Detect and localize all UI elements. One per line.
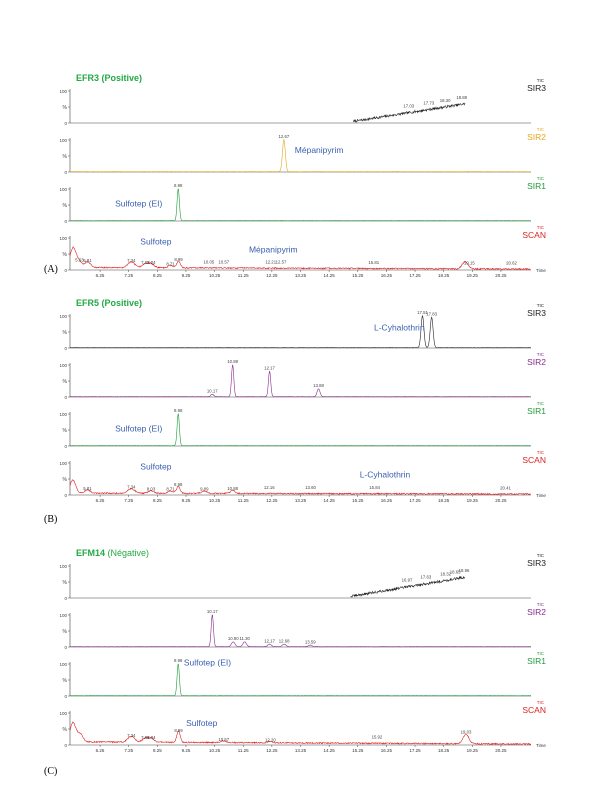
peak-label: 7.83 xyxy=(141,735,150,741)
x-tick-label: 14.25 xyxy=(323,498,335,503)
peak-label: 10.90 xyxy=(227,636,239,642)
peak-label: 15.81 xyxy=(368,259,380,265)
compound-annotation: Mépanipyrim xyxy=(248,244,298,255)
channel-label: SIR2 xyxy=(527,132,546,142)
trace-sir1 xyxy=(59,651,546,699)
x-tick-label: 7.25 xyxy=(124,748,134,753)
peak-label: 12.20 xyxy=(265,737,276,743)
x-tick-label: 7.25 xyxy=(124,273,134,278)
x-axis-label: Time xyxy=(536,743,546,748)
y-tick-label: 100 xyxy=(59,89,67,94)
tic-tag: TIC xyxy=(536,651,544,656)
x-axis-label: Time xyxy=(536,268,546,273)
x-tick-label: 11.25 xyxy=(237,273,249,278)
tic-tag: TIC xyxy=(536,78,544,83)
y-tick-label: 100 xyxy=(59,613,67,618)
compound-annotation: Sulfotep (EI) xyxy=(115,198,163,209)
peak-label: 8.71 xyxy=(166,486,175,492)
compound-annotation: L-Cyhalothrin xyxy=(359,469,411,480)
y-tick-label: 100 xyxy=(59,711,67,716)
x-tick-label: 18.25 xyxy=(438,498,450,503)
x-tick-label: 7.25 xyxy=(124,498,134,503)
peak-label: 17.03 xyxy=(403,103,415,109)
trace-scan xyxy=(59,225,546,273)
peak-label: 17.63 xyxy=(420,574,432,580)
panel-label-a: (A) xyxy=(44,264,58,275)
peak-label: 15.84 xyxy=(369,485,381,491)
y-tick-label: % xyxy=(62,727,67,733)
peak-label: 5.53 xyxy=(75,257,84,263)
compound-annotation: Sulfotep xyxy=(186,717,218,728)
peak-label: 8.71 xyxy=(166,261,175,267)
x-tick-label: 19.25 xyxy=(466,273,478,278)
peak-label: 15.92 xyxy=(371,734,383,740)
x-tick-label: 11.25 xyxy=(237,748,249,753)
x-tick-label: 16.25 xyxy=(380,498,393,503)
x-tick-label: 10.25 xyxy=(208,748,221,753)
x-axis-label: Time xyxy=(536,493,546,498)
trace-line xyxy=(70,480,531,495)
trace-line xyxy=(70,664,531,696)
y-tick-label: 100 xyxy=(59,187,67,192)
y-tick-label: % xyxy=(62,203,67,209)
trace-sir1 xyxy=(59,176,546,224)
y-tick-label: 0 xyxy=(64,645,67,650)
tic-tag: TIC xyxy=(536,225,544,230)
peak-label: 8.99 xyxy=(174,727,183,733)
peak-label: 12.17 xyxy=(264,638,275,644)
tic-tag: TIC xyxy=(536,602,544,607)
peak-label: 8.98 xyxy=(174,408,183,413)
x-tick-label: 13.25 xyxy=(294,498,307,503)
y-tick-label: 0 xyxy=(64,694,67,699)
trace-sir3 xyxy=(59,78,546,126)
x-tick-label: 16.25 xyxy=(380,748,393,753)
trace-sir1 xyxy=(59,401,546,449)
peak-label: 12.17 xyxy=(264,365,275,371)
peak-label: 19.03 xyxy=(460,729,472,735)
trace-scan xyxy=(59,700,546,748)
x-tick-label: 15.25 xyxy=(352,273,364,278)
peak-label: 5.81 xyxy=(83,485,92,491)
peak-label: 17.83 xyxy=(426,311,438,317)
y-tick-label: 0 xyxy=(64,268,67,273)
x-tick-label: 13.25 xyxy=(294,748,307,753)
peak-label: 17.73 xyxy=(423,100,435,106)
y-tick-label: % xyxy=(62,252,67,258)
peak-label: 8.04 xyxy=(147,260,156,266)
y-tick-label: 100 xyxy=(59,314,67,319)
y-tick-label: 0 xyxy=(64,596,67,601)
x-tick-label: 14.25 xyxy=(323,273,335,278)
peak-label: 18.88 xyxy=(456,95,468,101)
peak-label: 10.88 xyxy=(227,485,239,491)
chart-panels xyxy=(59,73,546,753)
y-tick-label: 0 xyxy=(64,170,67,175)
y-tick-label: 100 xyxy=(59,412,67,417)
peak-label: 7.34 xyxy=(127,258,136,264)
chart-title: EFR3 (Positive) xyxy=(76,73,143,83)
trace-line xyxy=(70,316,531,348)
peak-label: 12.21 xyxy=(265,259,277,265)
x-tick-label: 9.25 xyxy=(181,748,191,753)
peak-label: 18.96 xyxy=(458,568,470,574)
x-tick-label: 17.25 xyxy=(409,748,421,753)
y-tick-label: 100 xyxy=(59,138,67,143)
tic-tag: TIC xyxy=(536,176,544,181)
x-tick-label: 10.25 xyxy=(208,498,221,503)
x-tick-label: 6.25 xyxy=(95,273,105,278)
x-tick-label: 14.25 xyxy=(323,748,335,753)
channel-label: SIR1 xyxy=(527,181,546,191)
chart-title: EFR5 (Positive) xyxy=(76,298,143,308)
x-tick-label: 19.25 xyxy=(466,498,478,503)
channel-label: SIR3 xyxy=(527,308,546,318)
trace-sir2 xyxy=(59,352,546,400)
tic-tag: TIC xyxy=(536,127,544,132)
tic-tag: TIC xyxy=(536,450,544,455)
y-tick-label: % xyxy=(62,629,67,635)
peak-label: 12.68 xyxy=(278,638,290,644)
x-tick-label: 20.25 xyxy=(495,498,507,503)
peak-label: 10.17 xyxy=(206,388,218,394)
peak-label: 18.65 xyxy=(449,569,461,575)
y-tick-label: 0 xyxy=(64,346,67,351)
peak-label: 12.67 xyxy=(278,134,290,139)
trace-line xyxy=(70,365,531,397)
peak-label: 9.89 xyxy=(200,486,209,492)
channel-label: SIR1 xyxy=(527,656,546,666)
peak-label: 8.99 xyxy=(174,256,183,262)
peak-label: 10.17 xyxy=(206,609,218,614)
peak-label: 8.03 xyxy=(146,486,156,492)
x-tick-label: 11.25 xyxy=(237,498,249,503)
x-tick-label: 18.25 xyxy=(438,748,450,753)
peak-label: 18.32 xyxy=(440,571,452,577)
peak-label: 8.98 xyxy=(174,658,183,663)
peak-label: 13.60 xyxy=(305,485,316,491)
trace-scan xyxy=(59,450,546,498)
y-tick-label: % xyxy=(62,379,67,385)
x-tick-label: 6.25 xyxy=(95,748,105,753)
peak-label: 7.34 xyxy=(127,733,136,739)
peak-label: 19.15 xyxy=(464,260,475,266)
x-tick-label: 8.25 xyxy=(152,273,162,278)
trace-sir3 xyxy=(59,303,546,351)
compound-annotation: Sulfotep (EI) xyxy=(183,657,232,668)
x-tick-label: 8.25 xyxy=(152,498,162,503)
tic-tag: TIC xyxy=(536,352,544,357)
y-tick-label: % xyxy=(62,154,67,160)
peak-label: 13.59 xyxy=(304,639,316,645)
peak-label: 8.98 xyxy=(174,481,183,487)
y-tick-label: 100 xyxy=(59,461,67,466)
y-tick-label: % xyxy=(62,105,67,111)
y-tick-label: 0 xyxy=(64,493,67,498)
compound-annotation: L-Cyhalothrin xyxy=(374,322,425,333)
peak-label: 8.04 xyxy=(147,735,156,741)
trace-sir2 xyxy=(59,602,546,650)
x-tick-label: 12.25 xyxy=(266,498,278,503)
x-tick-label: 8.25 xyxy=(152,748,162,753)
peak-label: 16.97 xyxy=(401,577,413,583)
channel-label: SCAN xyxy=(522,230,546,240)
y-tick-label: 100 xyxy=(59,363,67,368)
y-tick-label: 0 xyxy=(64,444,67,449)
channel-label: SIR3 xyxy=(527,558,546,568)
y-tick-label: % xyxy=(62,330,67,336)
channel-label: SCAN xyxy=(522,705,546,715)
x-tick-label: 18.25 xyxy=(438,273,450,278)
x-tick-label: 13.25 xyxy=(294,273,307,278)
y-tick-label: % xyxy=(62,580,67,586)
x-tick-label: 16.25 xyxy=(380,273,393,278)
y-tick-label: 0 xyxy=(64,395,67,400)
trace-line xyxy=(70,247,531,270)
compound-annotation: Sulfotep xyxy=(140,236,172,247)
peak-label: 8.98 xyxy=(174,183,183,188)
y-tick-label: 0 xyxy=(64,743,67,748)
x-tick-label: 20.25 xyxy=(495,748,507,753)
panel-label-b: (B) xyxy=(44,514,58,525)
channel-label: SIR2 xyxy=(527,607,546,617)
x-tick-label: 15.25 xyxy=(352,498,364,503)
channel-label: SIR1 xyxy=(527,406,546,416)
compound-annotation: Sulfotep (EI) xyxy=(115,423,163,434)
y-tick-label: 0 xyxy=(64,219,67,224)
trace-sir3 xyxy=(59,553,546,601)
peak-label: 11.30 xyxy=(239,636,250,642)
x-tick-label: 9.25 xyxy=(181,273,191,278)
panel-2 xyxy=(59,298,546,503)
x-tick-label: 17.25 xyxy=(409,273,421,278)
peak-label: 20.62 xyxy=(506,260,517,266)
chart-title: EFM14 (Négative) xyxy=(76,548,150,558)
x-tick-label: 20.25 xyxy=(495,273,507,278)
peak-label: 10.57 xyxy=(218,737,230,743)
peak-label: 10.88 xyxy=(227,359,239,364)
y-tick-label: 0 xyxy=(64,121,67,126)
trace-sir2 xyxy=(59,127,546,175)
x-tick-label: 15.25 xyxy=(352,748,364,753)
tic-tag: TIC xyxy=(536,303,544,308)
peak-label: 10.05 xyxy=(203,259,215,265)
chart-title-suffix: (Négative) xyxy=(105,548,150,558)
panel-label-c: (C) xyxy=(44,766,58,777)
x-tick-label: 12.25 xyxy=(266,273,278,278)
x-tick-label: 17.25 xyxy=(409,498,421,503)
channel-label: SIR3 xyxy=(527,83,546,93)
x-tick-label: 19.25 xyxy=(466,748,478,753)
panel-3 xyxy=(59,548,546,753)
y-tick-label: 100 xyxy=(59,564,67,569)
peak-label: 13.88 xyxy=(313,383,324,388)
compound-annotation: Mépanipyrim xyxy=(294,144,344,155)
x-tick-label: 12.25 xyxy=(266,748,278,753)
compound-annotation: Sulfotep xyxy=(140,461,172,472)
y-tick-label: 100 xyxy=(59,662,67,667)
x-tick-label: 9.25 xyxy=(181,498,191,503)
y-tick-label: % xyxy=(62,477,67,483)
y-tick-label: % xyxy=(62,428,67,434)
peak-label: 7.83 xyxy=(141,260,150,266)
x-tick-label: 10.25 xyxy=(208,273,221,278)
peak-label: 17.51 xyxy=(417,310,428,315)
peak-label: 18.30 xyxy=(439,97,451,103)
peak-label: 5.81 xyxy=(83,258,92,264)
tic-tag: TIC xyxy=(536,401,544,406)
peak-label: 12.16 xyxy=(263,484,275,490)
y-tick-label: 100 xyxy=(59,236,67,241)
tic-tag: TIC xyxy=(536,553,544,558)
channel-label: SIR2 xyxy=(527,357,546,367)
tic-tag: TIC xyxy=(536,700,544,705)
x-tick-label: 6.25 xyxy=(95,498,105,503)
peak-label: 7.34 xyxy=(127,484,136,490)
peak-label: 12.57 xyxy=(275,259,287,265)
channel-label: SCAN xyxy=(522,455,546,465)
panel-1 xyxy=(59,73,546,278)
y-tick-label: % xyxy=(62,678,67,684)
trace-line xyxy=(70,615,531,647)
peak-label: 10.57 xyxy=(218,259,230,265)
peak-label: 20.41 xyxy=(500,485,511,491)
